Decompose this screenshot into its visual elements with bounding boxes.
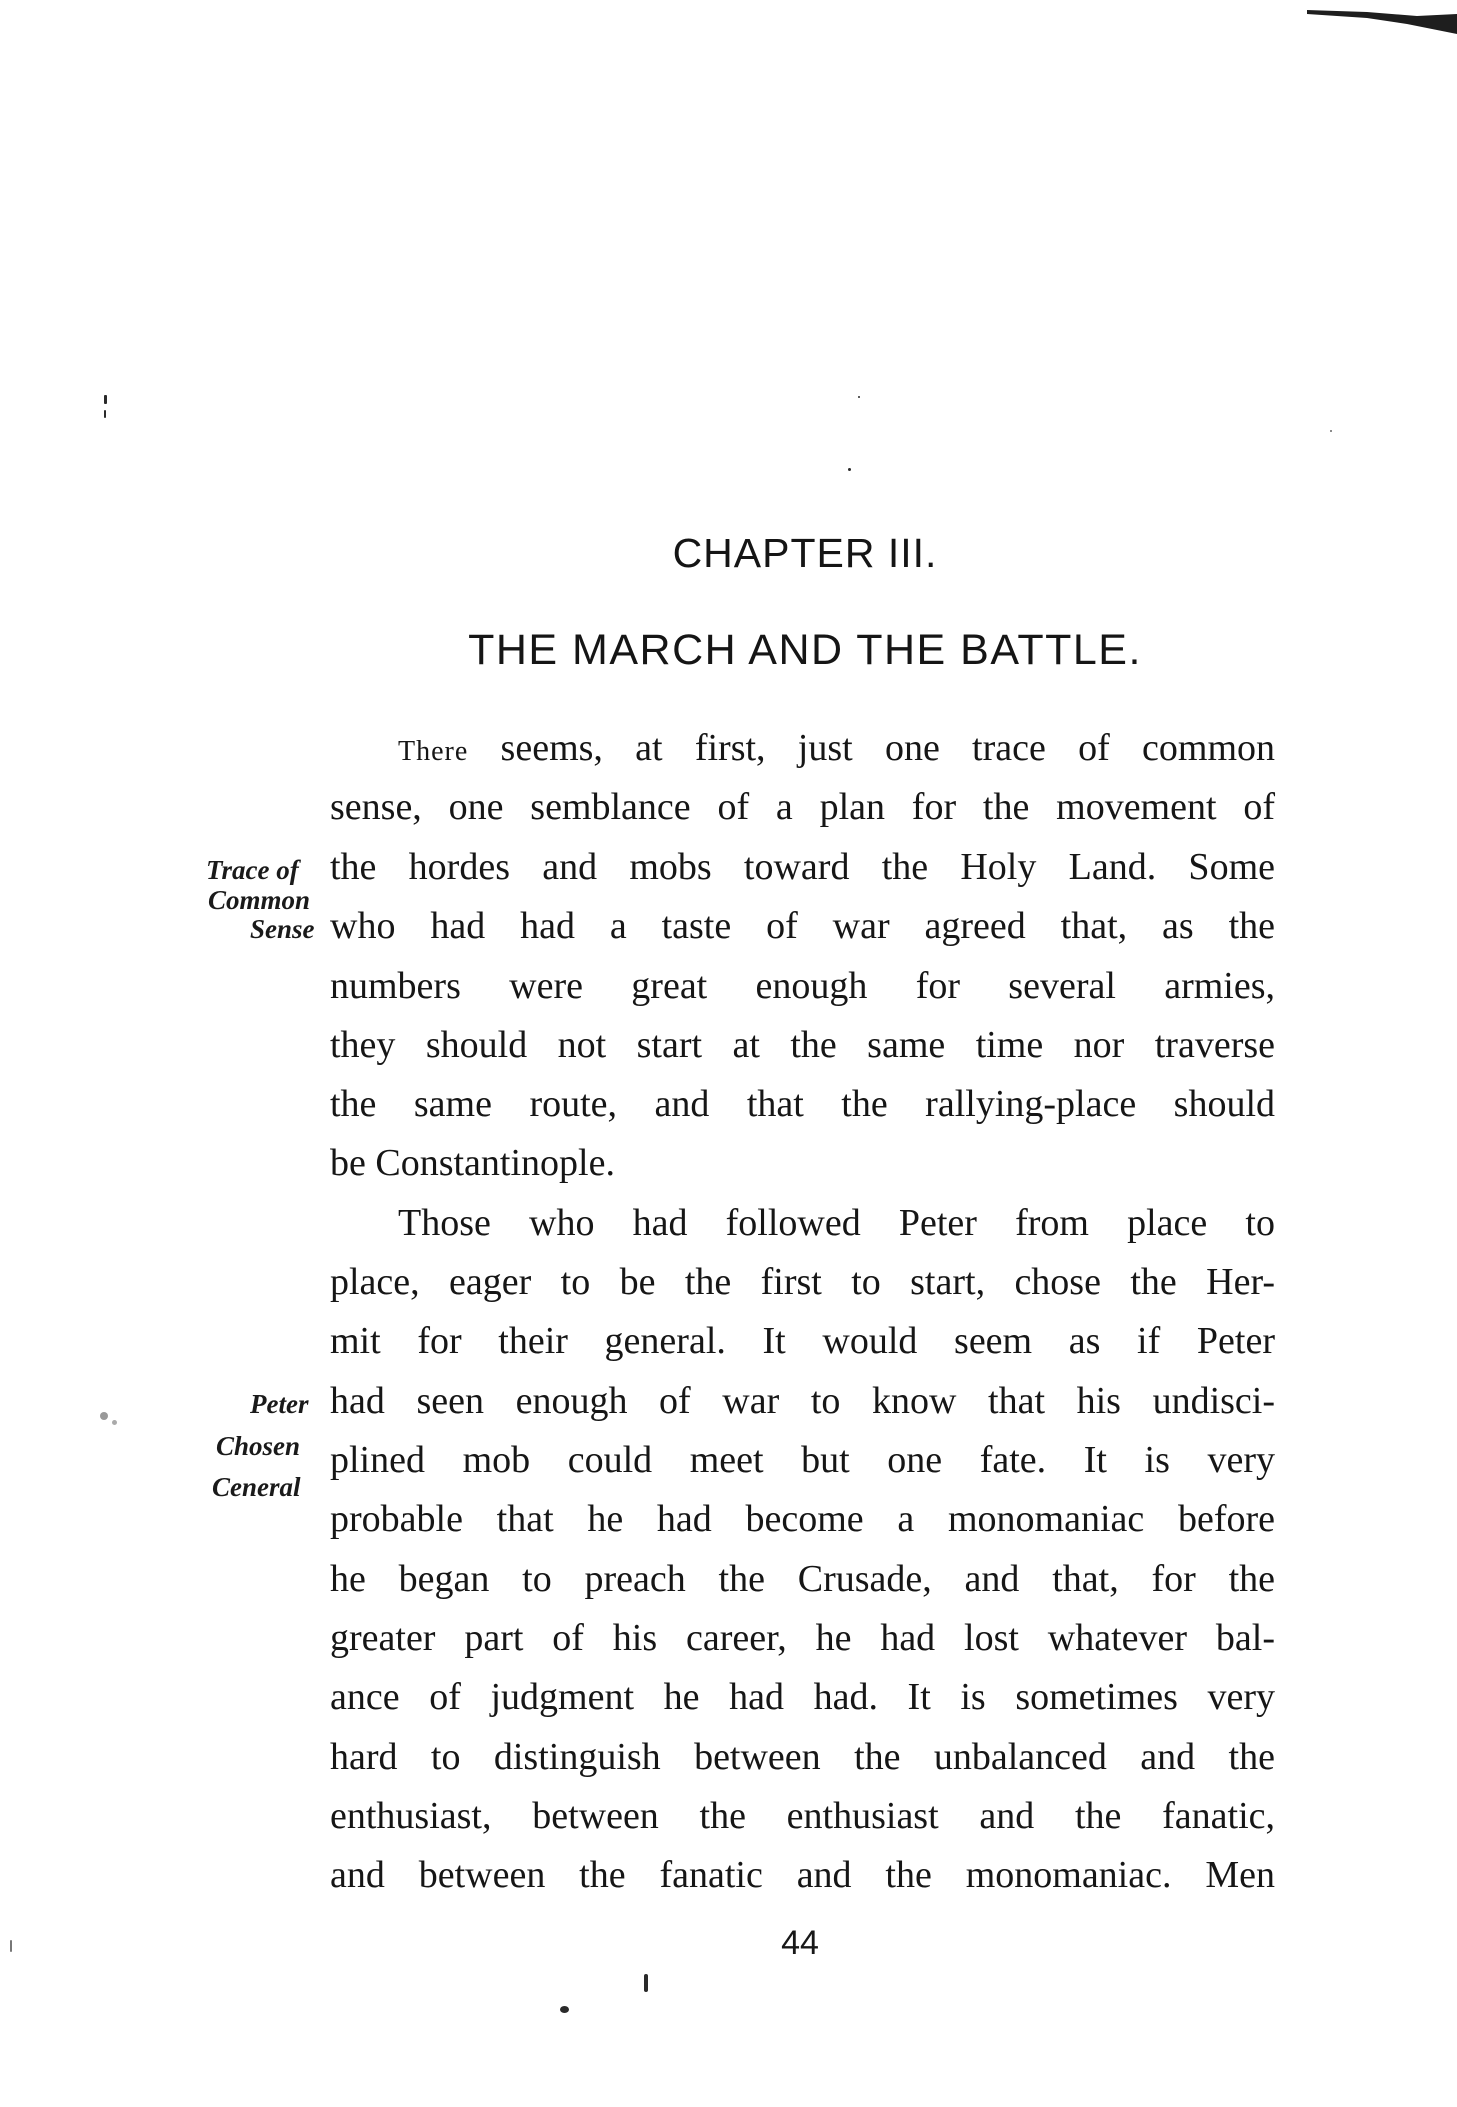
paragraph-1-line-6: they should not start at the same time nor traverse bbox=[330, 1024, 1275, 1066]
margin-note-chosen: Chosen bbox=[216, 1431, 301, 1461]
paragraph-2-line-9: ance of judgment he had had. It is sometimes very bbox=[330, 1676, 1275, 1718]
margin-note-general: Ceneral bbox=[212, 1472, 301, 1502]
paragraph-2-line-3: mit for their general. It would seem as if Peter bbox=[330, 1320, 1275, 1362]
paper-speck bbox=[100, 1412, 108, 1420]
paragraph-1-line-8: be Constantinople. bbox=[330, 1142, 615, 1184]
paper-speck bbox=[1330, 430, 1332, 432]
paragraph-2-line-8: greater part of his career, he had lost whatever bal- bbox=[330, 1617, 1275, 1659]
paper-speck bbox=[560, 2006, 569, 2013]
chapter-number: CHAPTER III. bbox=[672, 530, 938, 576]
paper-speck bbox=[104, 395, 107, 404]
page-number: 44 bbox=[781, 1924, 819, 1962]
margin-note-trace-of: Trace of bbox=[206, 855, 299, 885]
chapter-title: THE MARCH AND THE BATTLE. bbox=[468, 626, 1142, 674]
paper-speck bbox=[104, 410, 106, 418]
paragraph-1-line-5: numbers were great enough for several armies, bbox=[330, 965, 1275, 1007]
paragraph-1-line-4: who had had a taste of war agreed that, as the bbox=[330, 905, 1275, 947]
paragraph-2-line-2: place, eager to be the first to start, chose the Her- bbox=[330, 1261, 1275, 1303]
paragraph-2-line-10: hard to distinguish between the unbalanced and the bbox=[330, 1736, 1275, 1778]
paragraph-2-line-1: Those who had followed Peter from place to bbox=[398, 1202, 1275, 1244]
paragraph-2-line-4: had seen enough of war to know that his undisci- bbox=[330, 1380, 1275, 1422]
paragraph-1-line-1: There seems, at first, just one trace of common bbox=[398, 727, 1275, 769]
margin-note-peter: Peter bbox=[250, 1389, 309, 1419]
paragraph-1-line-7: the same route, and that the rallying-place should bbox=[330, 1083, 1275, 1125]
paragraph-1-line-2: sense, one semblance of a plan for the movement of bbox=[330, 786, 1275, 828]
paragraph-2-line-5: plined mob could meet but one fate. It is very bbox=[330, 1439, 1275, 1481]
paper-speck bbox=[644, 1974, 648, 1992]
margin-note-sense: Sense bbox=[250, 914, 315, 944]
paragraph-1-line-3: the hordes and mobs toward the Holy Land. Some bbox=[330, 846, 1275, 888]
paragraph-2-line-12: and between the fanatic and the monomaniac. Men bbox=[330, 1854, 1275, 1896]
page-edge-mark bbox=[1307, 4, 1457, 44]
paragraph-2-line-7: he began to preach the Crusade, and that, for the bbox=[330, 1558, 1275, 1600]
margin-note-common: Common bbox=[208, 885, 311, 915]
paragraph-2-line-6: probable that he had become a monomaniac before bbox=[330, 1498, 1275, 1540]
paper-speck bbox=[858, 396, 860, 398]
paper-speck bbox=[848, 468, 851, 471]
paragraph-2-line-11: enthusiast, between the enthusiast and the fanatic, bbox=[330, 1795, 1275, 1837]
paper-speck bbox=[112, 1420, 117, 1425]
opening-word: There bbox=[398, 736, 469, 767]
